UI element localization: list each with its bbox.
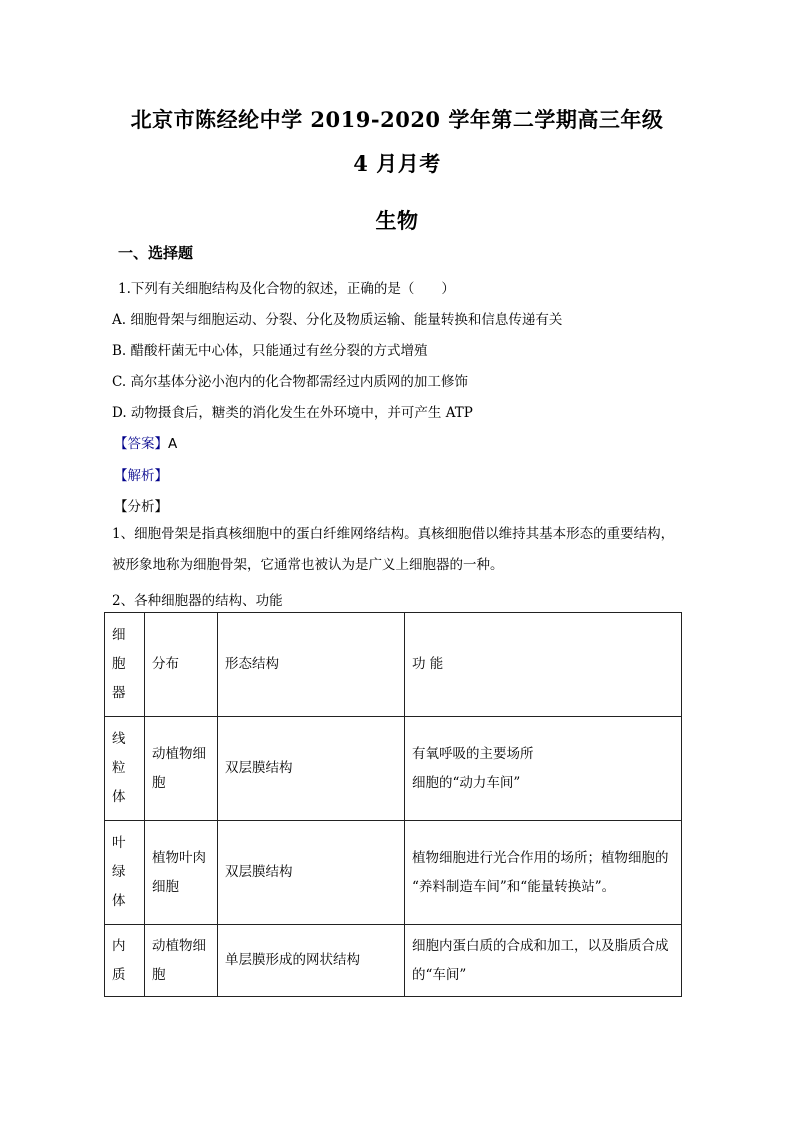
cell-structure: 双层膜结构 (218, 821, 405, 925)
point-2: 2、各种细胞器的结构、功能 (112, 593, 283, 609)
cell-distribution: 植物叶肉细胞 (145, 821, 218, 925)
document-subtitle: 4 月月考 (353, 151, 441, 176)
header-cell-function: 功 能 (405, 613, 682, 717)
option-d: D. 动物摄食后，糖类的消化发生在外环境中，并可产生 ATP (112, 405, 473, 421)
cell-function (405, 821, 682, 925)
bracket-open-icon: 【 (114, 436, 128, 452)
cell-function (405, 717, 682, 821)
function-line: 有氧呼吸的主要场所 (412, 745, 534, 762)
bracket-open-icon: 【 (114, 499, 128, 515)
question-stem: 1.下列有关细胞结构及化合物的叙述，正确的是（ ） (118, 281, 455, 297)
option-a: A. 细胞骨架与细胞运动、分裂、分化及物质运输、能量转换和信息传递有关 (112, 312, 563, 328)
fenxi-heading (114, 495, 168, 515)
cell-organelle: 叶绿体 (105, 821, 145, 925)
answer-label: 答案 (127, 436, 155, 452)
cell-structure: 单层膜形成的网状结构 (218, 925, 405, 997)
cell-structure: 双层膜结构 (218, 717, 405, 821)
cell-organelle: 内质 (105, 925, 145, 997)
subject-heading: 生物 (375, 208, 419, 233)
cell-function (405, 925, 682, 997)
section-heading: 一、选择题 (118, 244, 194, 262)
point-1: 1、细胞骨架是指真核细胞中的蛋白纤维网络结构。真核细胞借以维持其基本形态的重要结构，被形象地称为细胞骨架，它通常也被认为是广义上细胞器的一种。 (112, 526, 675, 573)
header-cell-structure: 形态结构 (218, 613, 405, 717)
cell-organelle: 线粒体 (105, 717, 145, 821)
table-row (105, 925, 682, 997)
bracket-close-icon: 】 (154, 499, 168, 515)
organelle-table (104, 612, 682, 997)
function-line: 的“车间” (412, 966, 467, 983)
function-line: 植物细胞进行光合作用的场所；植物细胞的 (412, 849, 669, 866)
bracket-close-icon: 】 (154, 436, 168, 452)
answer-value: A (168, 436, 178, 452)
analysis-heading (114, 464, 168, 484)
table-row (105, 717, 682, 821)
answer-line (114, 432, 177, 452)
option-b: B. 醋酸杆菌无中心体，只能通过有丝分裂的方式增殖 (112, 343, 428, 359)
header-cell-distribution: 分布 (145, 613, 218, 717)
bracket-open-icon: 【 (114, 468, 128, 484)
document-title: 北京市陈经纶中学 2019-2020 学年第二学期高三年级 (130, 107, 664, 132)
function-line: 细胞内蛋白质的合成和加工，以及脂质合成 (412, 937, 669, 954)
bracket-close-icon: 】 (154, 468, 168, 484)
analysis-label: 解析 (127, 468, 155, 484)
function-line: 细胞的“动力车间” (412, 774, 521, 791)
function-line: “养料制造车间”和“能量转换站”。 (412, 878, 616, 895)
fenxi-label: 分析 (127, 499, 155, 515)
option-c: C. 高尔基体分泌小泡内的化合物都需经过内质网的加工修饰 (112, 374, 468, 390)
cell-distribution: 动植物细胞 (145, 717, 218, 821)
header-cell-organelle: 细胞器 (105, 613, 145, 717)
table-row (105, 821, 682, 925)
table-header-row (105, 613, 682, 717)
cell-distribution: 动植物细胞 (145, 925, 218, 997)
